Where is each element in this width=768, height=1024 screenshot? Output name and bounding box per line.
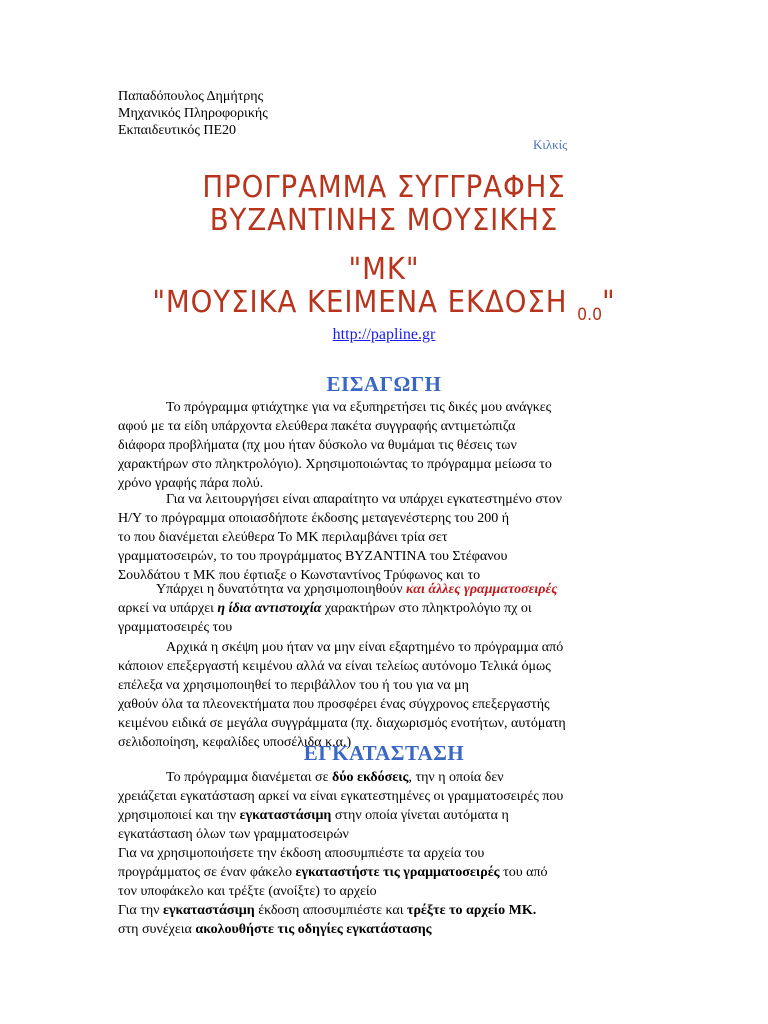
install-section bbox=[118, 768, 651, 939]
author-role: Μηχανικός Πληροφορικής bbox=[118, 106, 268, 121]
text-run: Για την bbox=[118, 903, 163, 918]
title-line-1: ΠΡΟΓΡΑΜΜΑ ΣΥΓΓΡΑΦΗΣ bbox=[202, 170, 566, 205]
text-line: Το πρόγραμμα φτιάχτηκε για να εξυπηρετήσει τις δικές μου ανάγκες bbox=[166, 400, 552, 415]
text-run: χαρακτήρων στο πληκτρολόγιο πχ οι bbox=[321, 601, 532, 616]
text-line bbox=[118, 599, 651, 618]
text-line: τον υποφάκελο και τρέξτε (ανοίξτε) το αρχείο bbox=[118, 884, 377, 899]
text-run: , την η οποία δεν bbox=[408, 770, 504, 785]
text-line: διάφορα προβλήματα (πχ μου ήταν δύσκολο να θυμάμαι τις θέσεις των bbox=[118, 438, 517, 453]
text-line: Η/Υ το πρόγραμμα οποιασδήποτε έκδοσης μεταγενέστερης του 200 ή bbox=[118, 511, 510, 526]
text-run: έκδοση αποσυμπιέστε και bbox=[254, 903, 407, 918]
text-line: κειμένου ειδικά σε μεγάλα συγγράμματα (πχ. διαχωρισμός ενοτήτων, αυτόματη bbox=[118, 716, 566, 731]
title-line-2: ΒΥΖΑΝΤΙΝΗΣ ΜΟΥΣΙΚΗΣ bbox=[209, 203, 559, 238]
text-line: σελιδοποίηση, κεφαλίδες υποσέλιδα κ.α.) bbox=[118, 735, 352, 750]
text-line: αφού με τα είδη υπάρχοντα ελεύθερα πακέτα συγγραφής αντιμετώπιζα bbox=[118, 419, 516, 434]
text-line: Για να χρησιμοποιήσετε την έκδοση αποσυμπιέστε τα αρχεία του bbox=[118, 846, 485, 861]
bold-text: τρέξτε το αρχείο ΜΚ. bbox=[406, 903, 537, 918]
text-run: προγράμματος σε έναν φάκελο bbox=[118, 865, 296, 880]
intro-paragraph-1 bbox=[118, 398, 651, 493]
text-line: Αρχικά η σκέψη μου ήταν να μην είναι εξαρτημένο το πρόγραμμα από bbox=[166, 640, 564, 655]
text-run: του από bbox=[499, 865, 548, 880]
text-line: εγκατάσταση όλων των γραμματοσειρών bbox=[118, 827, 349, 842]
bold-text: ακολουθήστε τις οδηγίες εγκατάστασης bbox=[195, 922, 432, 937]
text-line: Για να λειτουργήσει είναι απαραίτητο να υπάρχει εγκατεστημένο στον bbox=[166, 492, 562, 507]
text-line bbox=[118, 580, 651, 599]
text-run: στη συνέχεια bbox=[118, 922, 196, 937]
text-run: χρησιμοποιεί και την bbox=[118, 808, 240, 823]
text-line: επέλεξα να χρησιμοποιηθεί το περιβάλλον του ή του για να μη bbox=[118, 678, 469, 693]
text-line: το που διανέμεται ελεύθερα Το ΜΚ περιλαμβάνει τρία σετ bbox=[118, 530, 448, 545]
text-line: Σουλδάτου τ ΜΚ που έφτιαξε ο Κωνσταντίνος Τρύφωνος και το bbox=[118, 568, 481, 583]
highlight-text: και άλλες γραμματοσειρές bbox=[406, 582, 558, 597]
text-line: χρόνο γραφής πάρα πολύ. bbox=[118, 476, 264, 491]
intro-paragraph-4 bbox=[118, 638, 651, 752]
text-run: Υπάρχει η δυνατότητα να χρησιμοποιηθούν bbox=[156, 582, 407, 597]
intro-paragraph-3 bbox=[118, 580, 651, 637]
emphasis-text: η ίδια αντιστοιχία bbox=[217, 601, 322, 616]
text-line bbox=[118, 920, 651, 939]
intro-heading: ΕΙΣΑΓΩΓΗ bbox=[326, 372, 442, 396]
text-line: γραμματοσειρών, το του προγράμματος ΒΥΖΑΝΤΙΝΑ του Στέφανου bbox=[118, 549, 508, 564]
text-line: χαθούν όλα τα πλεονεκτήματα που προσφέρει ένας σύγχρονος επεξεργαστής bbox=[118, 697, 550, 712]
text-line bbox=[118, 863, 651, 882]
text-line: χρειάζεται εγκατάσταση αρκεί να είναι εγκατεστημένες οι γραμματοσειρές που bbox=[118, 789, 564, 804]
title-line-4-quote: " bbox=[602, 285, 616, 320]
author-position: Εκπαιδευτικός ΠΕ20 bbox=[118, 123, 237, 138]
version-number: 0.0 bbox=[577, 305, 603, 325]
bold-text: εγκαταστήστε τις γραμματοσειρές bbox=[295, 865, 500, 880]
title-line-4-text: "ΜΟΥΣΙΚΑ ΚΕΙΜΕΝΑ ΕΚΔΟΣΗ bbox=[152, 285, 578, 320]
text-line bbox=[118, 806, 651, 825]
text-line bbox=[118, 768, 651, 787]
author-name: Παπαδόπουλος Δημήτρης bbox=[118, 89, 264, 104]
install-heading: ΕΓΚΑΤΑΣΤΑΣΗ bbox=[303, 741, 465, 765]
bold-text: εγκαταστάσιμη bbox=[239, 808, 332, 823]
text-line: χαρακτήρων στο πληκτρολόγιο). Χρησιμοποιώντας το πρόγραμμα μείωσα το bbox=[118, 457, 552, 472]
bold-text: δύο εκδόσεις bbox=[331, 770, 409, 785]
text-run: αρκεί να υπάρχει bbox=[118, 601, 218, 616]
author-block bbox=[118, 88, 268, 139]
text-run: στην οποία γίνεται αυτόματα η bbox=[331, 808, 509, 823]
intro-paragraph-2 bbox=[118, 490, 651, 585]
text-run: Το πρόγραμμα διανέμεται σε bbox=[166, 770, 332, 785]
website-link[interactable]: http://papline.gr bbox=[332, 326, 436, 343]
text-line: κάποιον επεξεργαστή κειμένου αλλά να είναι τελείως αυτόνομο Τελικά όμως bbox=[118, 659, 551, 674]
place-label: Κιλκίς bbox=[533, 137, 568, 152]
bold-text: εγκαταστάσιμη bbox=[162, 903, 255, 918]
text-line: γραμματοσειρές του bbox=[118, 620, 233, 635]
title-line-3: "ΜΚ" bbox=[348, 252, 420, 287]
text-line bbox=[118, 901, 651, 920]
